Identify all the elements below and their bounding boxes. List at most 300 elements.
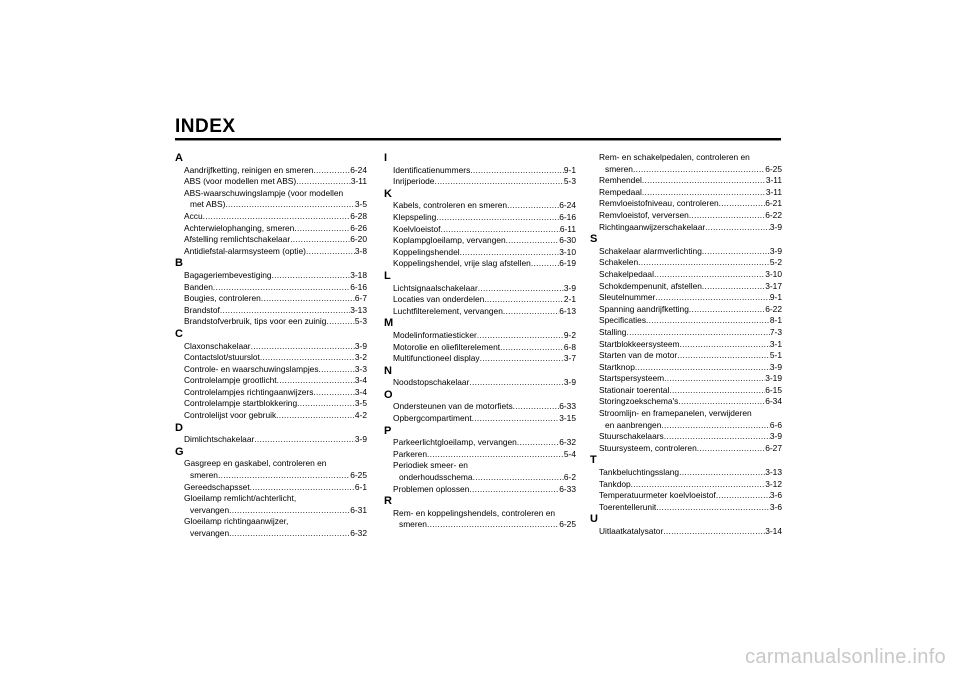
dot-leader bbox=[469, 484, 559, 496]
entry-text: Multifunctioneel display bbox=[393, 353, 480, 364]
dot-leader bbox=[480, 353, 564, 365]
dot-leader bbox=[478, 283, 564, 295]
index-letter: K bbox=[384, 187, 392, 200]
entry-page: 7-3 bbox=[769, 326, 782, 337]
entry-text: Gereedschapsset bbox=[184, 481, 250, 492]
entry-text: Controlelampje startblokkering bbox=[184, 398, 298, 409]
dot-leader bbox=[646, 315, 770, 327]
entry-page: 5-2 bbox=[769, 257, 782, 268]
entry-page: 3-9 bbox=[354, 340, 367, 351]
entry-page: 6-33 bbox=[559, 483, 576, 494]
entry-text: Rempedaal bbox=[599, 186, 642, 197]
entry-text: Brandstofverbruik, tips voor een zuinig bbox=[184, 316, 327, 327]
entry-text: Koplampgloeilamp, vervangen bbox=[393, 235, 506, 246]
entry-page: 3-11 bbox=[350, 176, 367, 187]
entry-page: 3-14 bbox=[765, 526, 782, 536]
entry-page: 9-2 bbox=[563, 329, 576, 340]
entry-page: 3-6 bbox=[769, 501, 782, 512]
entry-page: 6-16 bbox=[559, 211, 576, 222]
dot-leader bbox=[427, 449, 564, 461]
index-entry bbox=[590, 490, 782, 502]
index-entry bbox=[384, 235, 576, 247]
dot-leader bbox=[254, 434, 355, 446]
entry-text: Spanning aandrijfketting bbox=[599, 303, 689, 314]
index-entry bbox=[590, 152, 782, 175]
dot-leader bbox=[716, 490, 770, 502]
index-entry bbox=[384, 353, 576, 365]
entry-page: 3-4 bbox=[354, 386, 367, 397]
index-letter: O bbox=[384, 388, 393, 401]
entry-page: 6-32 bbox=[350, 528, 367, 538]
index-letter: T bbox=[590, 454, 597, 467]
entry-page: 3-17 bbox=[765, 280, 782, 291]
entry-page: 3-5 bbox=[354, 398, 367, 409]
index-letter: B bbox=[175, 257, 183, 270]
entry-text: Kabels, controleren en smeren bbox=[393, 200, 508, 211]
entry-text: Parkeerlichtgloeilamp, vervangen bbox=[393, 437, 517, 448]
entry-text: Tankbeluchtingsslang bbox=[599, 467, 680, 478]
entry-page: 3-19 bbox=[765, 373, 782, 384]
entry-text: Bougies, controleren bbox=[184, 293, 261, 304]
index-entry bbox=[384, 508, 576, 531]
entry-text: Koelvloeistof bbox=[393, 223, 441, 234]
index-entry bbox=[384, 413, 576, 425]
entry-page: 6-28 bbox=[350, 210, 367, 221]
entry-text: Koppelingshendel bbox=[393, 246, 460, 257]
dot-leader bbox=[631, 479, 766, 491]
dot-leader bbox=[663, 526, 765, 538]
entry-page: 5-3 bbox=[563, 176, 576, 187]
entry-page: 3-11 bbox=[765, 186, 782, 197]
entry-text: Lichtsignaalschakelaar bbox=[393, 282, 478, 293]
entry-page: 6-26 bbox=[350, 222, 367, 233]
entry-text: smeren bbox=[399, 519, 427, 530]
entry-text: Identificatienummers bbox=[393, 164, 471, 175]
entry-text: Tankdop bbox=[599, 478, 631, 489]
index-entry bbox=[590, 350, 782, 362]
entry-page: 9-1 bbox=[769, 292, 782, 303]
entry-page: 6-1 bbox=[354, 481, 367, 492]
index-entry bbox=[175, 223, 367, 235]
index-entry bbox=[175, 234, 367, 246]
dot-leader bbox=[250, 482, 355, 494]
dot-leader bbox=[642, 187, 766, 199]
index-column-3 bbox=[590, 152, 782, 538]
dot-leader bbox=[517, 437, 559, 449]
entry-page: 6-25 bbox=[559, 519, 576, 530]
dot-leader bbox=[656, 502, 770, 514]
dot-leader bbox=[635, 362, 770, 374]
index-entry bbox=[384, 484, 576, 496]
dot-leader bbox=[513, 401, 560, 413]
index-entry bbox=[175, 341, 367, 353]
index-column-1 bbox=[175, 152, 367, 540]
dot-leader bbox=[507, 200, 559, 212]
title-rule bbox=[175, 138, 781, 141]
entry-text-line1: Gloeilamp remlicht/achterlicht, bbox=[184, 493, 297, 504]
dot-leader bbox=[633, 164, 765, 176]
index-entry bbox=[590, 175, 782, 187]
dot-leader bbox=[654, 269, 765, 281]
entry-text-line1: ABS-waarschuwingslampje (voor modellen bbox=[184, 187, 344, 198]
entry-text: Stalling bbox=[599, 326, 627, 337]
index-entry bbox=[384, 449, 576, 461]
dot-leader bbox=[531, 258, 559, 270]
index-entry bbox=[590, 246, 782, 258]
index-entry bbox=[175, 352, 367, 364]
index-entry bbox=[384, 247, 576, 259]
index-entry bbox=[590, 327, 782, 339]
entry-page: 3-13 bbox=[350, 304, 367, 315]
dot-leader bbox=[296, 176, 351, 188]
entry-page: 3-4 bbox=[354, 375, 367, 386]
index-entry bbox=[175, 458, 367, 481]
dot-leader bbox=[434, 176, 563, 188]
entry-text: Toerentellerunit bbox=[599, 501, 657, 512]
entry-text: Sleutelnummer bbox=[599, 292, 656, 303]
entry-text: onderhoudsschema bbox=[399, 472, 473, 483]
entry-page: 3-9 bbox=[563, 377, 576, 388]
entry-text: Schakelen bbox=[599, 257, 639, 268]
entry-page: 3-1 bbox=[769, 338, 782, 349]
entry-text-line1: Rem- en schakelpedalen, controleren en bbox=[599, 152, 750, 162]
entry-page: 3-12 bbox=[765, 478, 782, 489]
dot-leader bbox=[326, 316, 354, 328]
index-entry bbox=[384, 224, 576, 236]
entry-page: 6-22 bbox=[765, 209, 782, 220]
entry-page: 3-7 bbox=[563, 353, 576, 364]
index-entry bbox=[384, 342, 576, 354]
index-entry bbox=[175, 387, 367, 399]
index-entry bbox=[384, 306, 576, 318]
entry-text: vervangen bbox=[190, 528, 230, 538]
dot-leader bbox=[500, 342, 564, 354]
entry-page: 6-27 bbox=[765, 442, 782, 453]
index-entry bbox=[175, 434, 367, 446]
dot-leader bbox=[306, 246, 355, 258]
index-entry bbox=[175, 270, 367, 282]
entry-text: Antidiefstal-alarmsysteem (optie) bbox=[184, 245, 306, 256]
index-entry bbox=[590, 281, 782, 293]
index-entry bbox=[175, 482, 367, 494]
entry-page: 6-21 bbox=[765, 198, 782, 209]
index-entry bbox=[590, 257, 782, 269]
dot-leader bbox=[272, 270, 351, 282]
dot-leader bbox=[503, 306, 559, 318]
entry-page: 3-18 bbox=[350, 269, 367, 280]
entry-page: 6-7 bbox=[354, 293, 367, 304]
index-entry bbox=[175, 211, 367, 223]
entry-page: 3-10 bbox=[765, 268, 782, 279]
index-entry bbox=[590, 339, 782, 351]
dot-leader bbox=[677, 350, 770, 362]
entry-text: Remvloeistof, verversen bbox=[599, 209, 689, 220]
dot-leader bbox=[661, 420, 770, 432]
entry-text: Startblokkeersysteem bbox=[599, 338, 680, 349]
dot-leader bbox=[697, 443, 765, 455]
entry-text: Koppelingshendel, vrije slag afstellen bbox=[393, 258, 531, 269]
index-entry bbox=[590, 315, 782, 327]
dot-leader bbox=[213, 282, 350, 294]
entry-text: Controlelijst voor gebruik bbox=[184, 410, 277, 421]
dot-leader bbox=[484, 294, 564, 306]
dot-leader bbox=[469, 377, 564, 389]
entry-page: 6-24 bbox=[559, 200, 576, 211]
dot-leader bbox=[220, 305, 350, 317]
dot-leader bbox=[477, 330, 564, 342]
dot-leader bbox=[313, 165, 350, 177]
entry-page: 6-30 bbox=[559, 235, 576, 246]
entry-text: Schakelpedaal bbox=[599, 268, 654, 279]
entry-page: 2-1 bbox=[563, 294, 576, 305]
entry-text-line1: Rem- en koppelingshendels, controleren en bbox=[393, 507, 556, 518]
index-entry bbox=[590, 198, 782, 210]
dot-leader bbox=[473, 472, 564, 484]
index-letter: S bbox=[590, 233, 598, 246]
dot-leader bbox=[669, 385, 765, 397]
dot-leader bbox=[470, 165, 564, 177]
entry-page: 3-9 bbox=[354, 434, 367, 445]
entry-page: 6-2 bbox=[563, 472, 576, 483]
entry-page: 3-5 bbox=[354, 199, 367, 210]
entry-text: Dimlichtschakelaar bbox=[184, 434, 255, 445]
entry-text: Afstelling remlichtschakelaar bbox=[184, 234, 291, 245]
index-entry bbox=[590, 443, 782, 455]
entry-text: Ondersteunen van de motorfiets bbox=[393, 401, 513, 412]
index-entry bbox=[590, 269, 782, 281]
index-entry bbox=[175, 188, 367, 211]
index-entry bbox=[590, 292, 782, 304]
entry-page: 4-2 bbox=[354, 410, 367, 421]
dot-leader bbox=[297, 398, 355, 410]
entry-text: Schokdempenunit, afstellen bbox=[599, 280, 702, 291]
dot-leader bbox=[680, 339, 770, 351]
dot-leader bbox=[225, 199, 355, 211]
entry-text: met ABS) bbox=[190, 199, 226, 210]
index-entry bbox=[384, 165, 576, 177]
entry-page: 6-20 bbox=[350, 234, 367, 245]
entry-page: 6-16 bbox=[350, 281, 367, 292]
index-letter: C bbox=[175, 327, 183, 340]
index-entry bbox=[590, 385, 782, 397]
index-entry bbox=[384, 176, 576, 188]
entry-text: Stuursysteem, controleren bbox=[599, 442, 697, 453]
dot-leader bbox=[655, 292, 770, 304]
entry-text: Contactslot/stuurslot bbox=[184, 352, 260, 363]
entry-text: Storingzoekschema's bbox=[599, 396, 679, 407]
index-entry bbox=[590, 210, 782, 222]
index-entry bbox=[384, 258, 576, 270]
entry-page: 6-11 bbox=[559, 223, 576, 234]
entry-page: 3-9 bbox=[769, 245, 782, 256]
entry-page: 3-3 bbox=[354, 363, 367, 374]
entry-text: Motorolie en oliefilterelement bbox=[393, 341, 501, 352]
index-entry bbox=[175, 305, 367, 317]
index-letter: A bbox=[175, 152, 183, 164]
entry-text: Banden bbox=[184, 281, 213, 292]
entry-page: 6-32 bbox=[559, 437, 576, 448]
entry-page: 5-1 bbox=[769, 350, 782, 361]
index-entry bbox=[175, 165, 367, 177]
index-entry bbox=[175, 410, 367, 422]
entry-page: 5-4 bbox=[563, 448, 576, 459]
entry-page: 6-25 bbox=[765, 163, 782, 174]
entry-text: Accu bbox=[184, 210, 203, 221]
entry-page: 8-1 bbox=[769, 315, 782, 326]
entry-page: 6-34 bbox=[765, 396, 782, 407]
entry-page: 3-13 bbox=[765, 467, 782, 478]
dot-leader bbox=[460, 247, 560, 259]
index-entry bbox=[590, 526, 782, 538]
entry-page: 3-9 bbox=[769, 221, 782, 232]
dot-leader bbox=[313, 387, 354, 399]
dot-leader bbox=[664, 431, 770, 443]
index-letter: I bbox=[384, 152, 388, 164]
entry-text: Startknop bbox=[599, 361, 635, 372]
dot-leader bbox=[705, 222, 770, 234]
entry-text: Opbergcompartiment bbox=[393, 413, 472, 424]
entry-text: Achterwielophanging, smeren bbox=[184, 222, 295, 233]
entry-text: ABS (voor modellen met ABS) bbox=[184, 176, 297, 187]
dot-leader bbox=[472, 413, 560, 425]
index-entry bbox=[175, 246, 367, 258]
entry-page: 3-6 bbox=[769, 490, 782, 501]
index-entry bbox=[590, 396, 782, 408]
entry-text: Bagageriembevestiging bbox=[184, 269, 272, 280]
dot-leader bbox=[436, 212, 559, 224]
entry-text-line1: Gasgreep en gaskabel, controleren en bbox=[184, 458, 327, 469]
entry-text: Controlelampjes richtingaanwijzers bbox=[184, 386, 314, 397]
index-entry bbox=[175, 293, 367, 305]
entry-text: Aandrijfketting, reinigen en smeren bbox=[184, 164, 314, 175]
index-entry bbox=[590, 408, 782, 431]
entry-text: Specificaties bbox=[599, 315, 647, 326]
dot-leader bbox=[260, 352, 355, 364]
entry-text: Stationair toerental bbox=[599, 384, 670, 395]
entry-page: 3-15 bbox=[559, 413, 576, 424]
entry-page: 5-3 bbox=[354, 316, 367, 327]
dot-leader bbox=[251, 341, 355, 353]
entry-text: Controlelampje grootlicht bbox=[184, 375, 277, 386]
entry-text: Controle- en waarschuwingslampjes bbox=[184, 363, 319, 374]
index-entry bbox=[175, 493, 367, 516]
index-entry bbox=[590, 304, 782, 316]
entry-text: Stuurschakelaars bbox=[599, 431, 664, 442]
entry-text-line1: Gloeilamp richtingaanwijzer, bbox=[184, 516, 289, 527]
entry-text: Inrijperiode bbox=[393, 176, 435, 187]
index-column-2 bbox=[384, 152, 576, 531]
dot-leader bbox=[642, 175, 766, 187]
entry-text: Schakelaar alarmverlichting bbox=[599, 245, 702, 256]
index-letter: R bbox=[384, 495, 392, 508]
entry-text: smeren bbox=[605, 163, 633, 174]
entry-page: 6-6 bbox=[769, 419, 782, 430]
entry-text-line1: Stroomlijn- en framepanelen, verwijderen bbox=[599, 408, 752, 419]
entry-text: Uitlaatkatalysator bbox=[599, 526, 664, 536]
dot-leader bbox=[229, 528, 350, 540]
dot-leader bbox=[290, 234, 350, 246]
index-entry bbox=[175, 375, 367, 387]
entry-text: Luchtfilterelement, vervangen bbox=[393, 305, 503, 316]
index-entry bbox=[384, 437, 576, 449]
entry-text: Temperatuurmeter koelvloeistof bbox=[599, 490, 716, 501]
index-entry bbox=[590, 222, 782, 234]
entry-text: Remvloeistofniveau, controleren bbox=[599, 198, 719, 209]
index-letter: P bbox=[384, 424, 392, 437]
page-title: INDEX bbox=[175, 116, 236, 137]
entry-page: 6-8 bbox=[563, 341, 576, 352]
dot-leader bbox=[276, 410, 355, 422]
index-letter: L bbox=[384, 269, 391, 282]
entry-page: 3-9 bbox=[563, 282, 576, 293]
entry-text: Modelinformatiesticker bbox=[393, 329, 477, 340]
entry-page: 3-10 bbox=[559, 246, 576, 257]
index-letter: M bbox=[384, 317, 394, 330]
dot-leader bbox=[702, 246, 770, 258]
entry-text: Starten van de motor bbox=[599, 350, 678, 361]
entry-page: 3-9 bbox=[769, 431, 782, 442]
entry-text: Remhendel bbox=[599, 175, 642, 186]
index-letter: G bbox=[175, 445, 184, 458]
index-letter: U bbox=[590, 513, 598, 526]
index-entry bbox=[590, 479, 782, 491]
dot-leader bbox=[261, 293, 355, 305]
index-entry bbox=[384, 460, 576, 483]
index-entry bbox=[175, 516, 367, 539]
entry-page: 3-11 bbox=[765, 175, 782, 186]
dot-leader bbox=[689, 304, 765, 316]
entry-page: 3-8 bbox=[354, 245, 367, 256]
entry-text: Locaties van onderdelen bbox=[393, 294, 485, 305]
dot-leader bbox=[626, 327, 769, 339]
index-entry bbox=[590, 502, 782, 514]
dot-leader bbox=[638, 257, 770, 269]
index-entry bbox=[175, 398, 367, 410]
entry-text: Startspersysteem bbox=[599, 373, 665, 384]
dot-leader bbox=[319, 364, 355, 376]
index-entry bbox=[384, 294, 576, 306]
index-entry bbox=[590, 362, 782, 374]
entry-text: Problemen oplossen bbox=[393, 483, 470, 494]
index-entry bbox=[384, 283, 576, 295]
index-entry bbox=[384, 212, 576, 224]
entry-page: 6-13 bbox=[559, 305, 576, 316]
dot-leader bbox=[277, 375, 355, 387]
entry-page: 6-19 bbox=[559, 258, 576, 269]
entry-page: 6-15 bbox=[765, 384, 782, 395]
entry-text: Brandstof bbox=[184, 304, 220, 315]
index-entry bbox=[384, 330, 576, 342]
entry-page: 3-9 bbox=[769, 361, 782, 372]
entry-text: Claxonschakelaar bbox=[184, 340, 251, 351]
dot-leader bbox=[678, 396, 765, 408]
index-entry bbox=[384, 377, 576, 389]
dot-leader bbox=[679, 467, 765, 479]
dot-leader bbox=[702, 281, 765, 293]
index-entry bbox=[590, 431, 782, 443]
index-entry bbox=[175, 282, 367, 294]
index-entry bbox=[590, 187, 782, 199]
entry-page: 6-22 bbox=[765, 303, 782, 314]
dot-leader bbox=[689, 210, 765, 222]
entry-text-line1: Periodiek smeer- en bbox=[393, 460, 468, 471]
index-entry bbox=[384, 200, 576, 212]
dot-leader bbox=[218, 470, 350, 482]
dot-leader bbox=[294, 223, 350, 235]
entry-page: 3-2 bbox=[354, 352, 367, 363]
entry-text: Parkeren bbox=[393, 448, 427, 459]
watermark: carmanualsonline.info bbox=[745, 646, 946, 668]
